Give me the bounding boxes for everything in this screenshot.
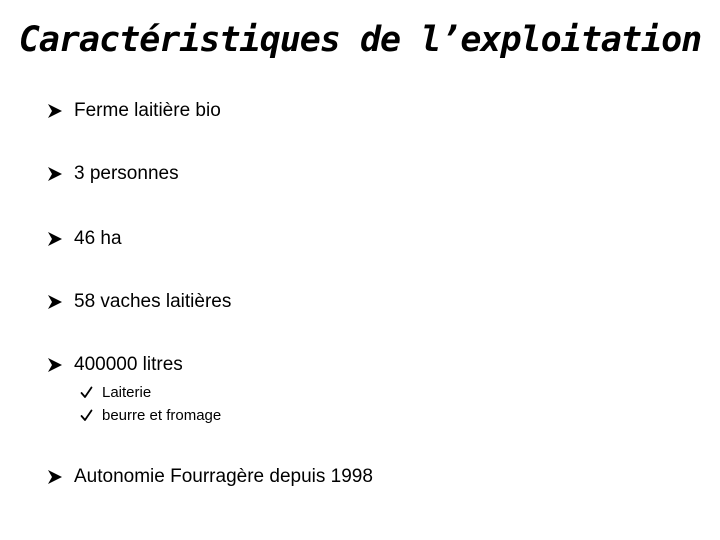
arrow-bullet-icon	[46, 468, 64, 486]
arrow-bullet-icon	[46, 102, 64, 120]
bullet-text: 46 ha	[74, 228, 122, 249]
arrow-bullet-icon	[46, 293, 64, 311]
bullet-text: 3 personnes	[74, 163, 179, 184]
bullet-item	[46, 466, 373, 488]
checkmark-icon	[80, 386, 93, 399]
bullet-text: Autonomie Fourragère depuis 1998	[74, 466, 373, 487]
sub-bullet-text: beurre et fromage	[102, 407, 222, 424]
bullet-text: 400000 litres	[74, 354, 183, 375]
sub-bullet-item	[80, 407, 221, 424]
bullet-text: 58 vaches laitières	[74, 291, 232, 312]
bullet-item	[46, 100, 221, 122]
arrow-bullet-icon	[46, 165, 64, 183]
slide-title: Caractéristiques de l’exploitation	[18, 20, 702, 60]
sub-bullet-item	[80, 384, 151, 401]
bullet-item	[46, 163, 179, 185]
bullet-item	[46, 291, 231, 313]
bullet-item	[46, 228, 122, 250]
checkmark-icon	[80, 409, 93, 422]
bullet-item	[46, 354, 183, 376]
sub-bullet-text: Laiterie	[102, 384, 152, 401]
arrow-bullet-icon	[46, 356, 64, 374]
arrow-bullet-icon	[46, 230, 64, 248]
bullet-text: Ferme laitière bio	[74, 100, 221, 121]
